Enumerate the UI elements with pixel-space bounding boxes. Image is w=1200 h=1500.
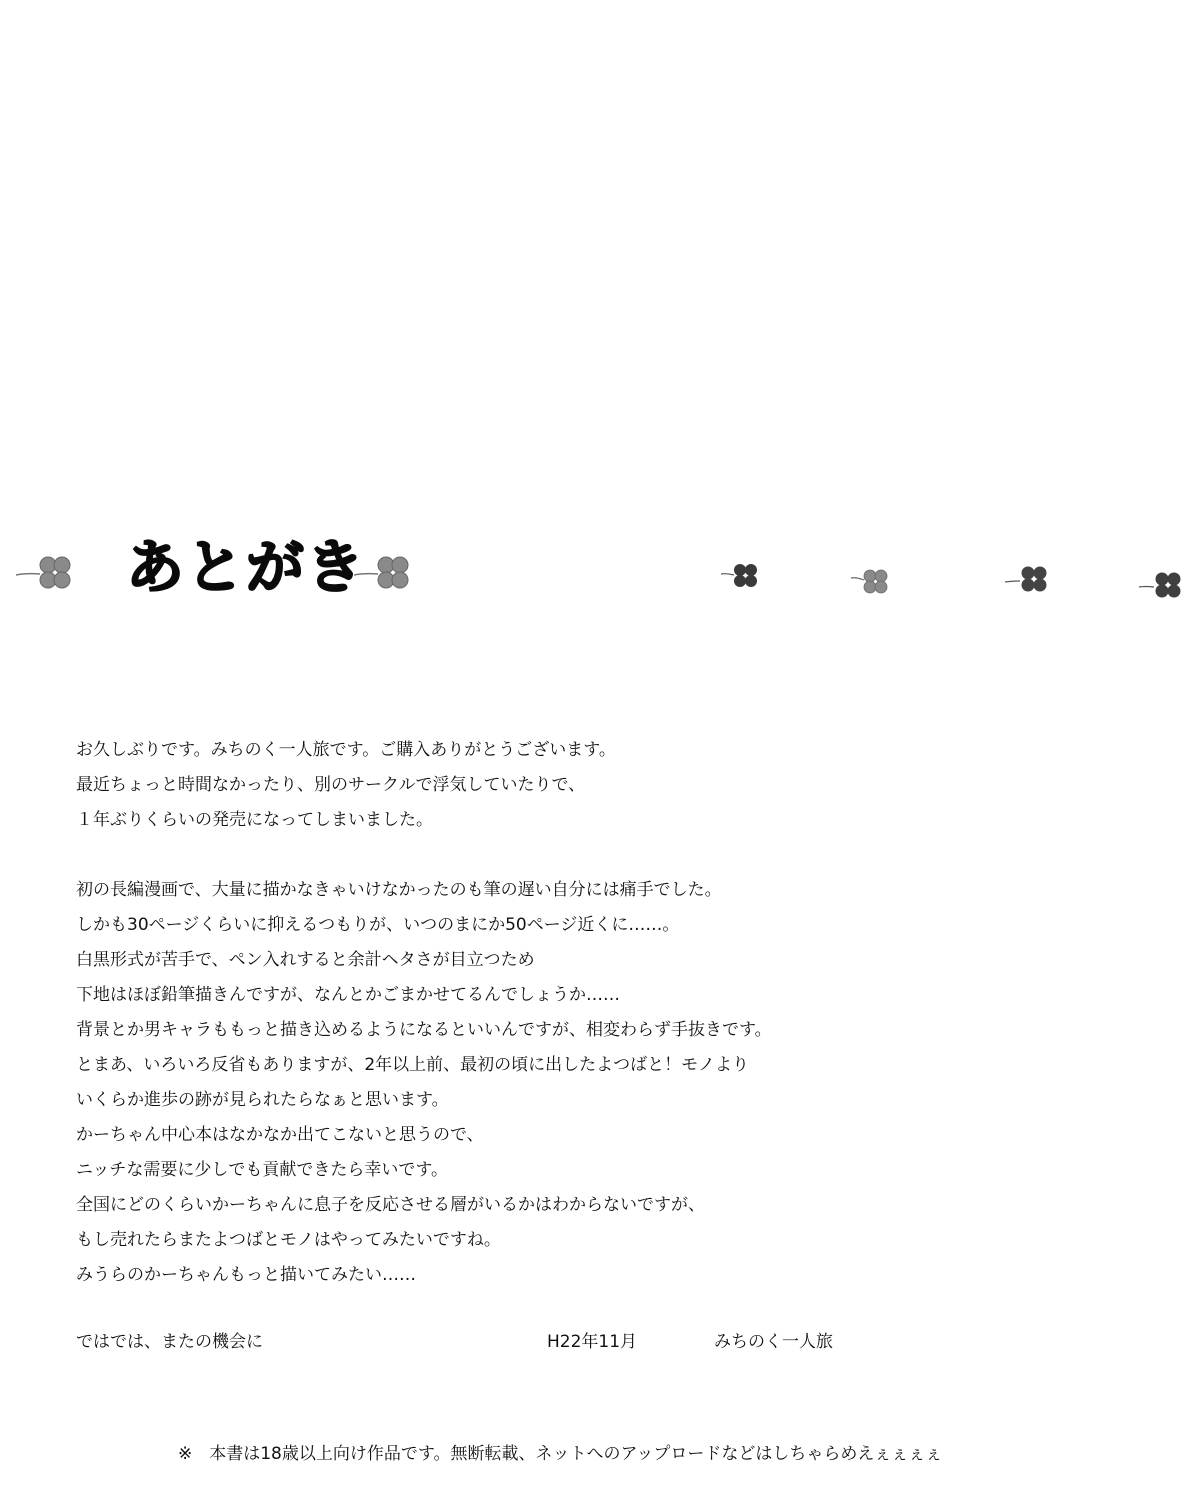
body-line: いくらか進歩の跡が見られたらなぁと思います。 xyxy=(76,1090,449,1110)
body-line: しかも30ページくらいに抑えるつもりが、いつのまにか50ページ近くに……。 xyxy=(76,915,680,935)
page-title: あとがき xyxy=(126,533,367,601)
body-line: とまあ、いろいろ反省もありますが、2年以上前、最初の頃に出したよつばと！モノより xyxy=(76,1055,749,1075)
body-line: 初の長編漫画で、大量に描かなきゃいけなかったのも筆の遅い自分には痛手でした。 xyxy=(76,880,722,900)
body-line: もし売れたらまたよつばとモノはやってみたいですね。 xyxy=(76,1230,501,1250)
body-line: お久しぶりです。みちのく一人旅です。ご購入ありがとうございます。 xyxy=(76,740,616,760)
clover-deco-3-icon xyxy=(1004,563,1054,597)
afterword-body xyxy=(76,733,1126,1293)
body-line: かーちゃん中心本はなかなか出てこないと思うので、 xyxy=(76,1125,484,1145)
clover-deco-2-icon xyxy=(850,566,896,600)
body-line: 全国にどのくらいかーちゃんに息子を反応させる層がいるかはわからないですが、 xyxy=(76,1195,705,1215)
closing-farewell: ではでは、またの機会に xyxy=(76,1332,263,1352)
body-line: ニッチな需要に少しでも貢献できたら幸いです。 xyxy=(76,1160,448,1180)
body-line: 背景とか男キャラももっと描き込めるようになるといいんですが、相変わらず手抜きです。 xyxy=(76,1020,772,1040)
clover-deco-1-icon xyxy=(720,560,766,594)
age-restriction-notice: ※ 本書は18歳以上向け作品です。無断転載、ネットへのアップロードなどはしちゃらめえぇぇぇぇ xyxy=(178,1444,943,1464)
body-line: １年ぶりくらいの発売になってしまいました。 xyxy=(76,810,433,830)
body-line: 下地はほぼ鉛筆描きんですが、なんとかごまかせてるんでしょうか…… xyxy=(76,985,620,1005)
body-line: みうらのかーちゃんもっと描いてみたい…… xyxy=(76,1265,416,1285)
body-line: 最近ちょっと時間なかったり、別のサークルで浮気していたりで、 xyxy=(76,775,586,795)
clover-deco-4-icon xyxy=(1138,569,1192,603)
paragraph-gap xyxy=(76,838,1126,873)
clover-left-icon xyxy=(14,552,78,596)
body-line: 白黒形式が苦手で、ペン入れすると余計ヘタさが目立つため xyxy=(76,950,535,970)
closing-author: みちのく一人旅 xyxy=(714,1332,833,1352)
closing-date: H22年11月 xyxy=(547,1332,638,1352)
